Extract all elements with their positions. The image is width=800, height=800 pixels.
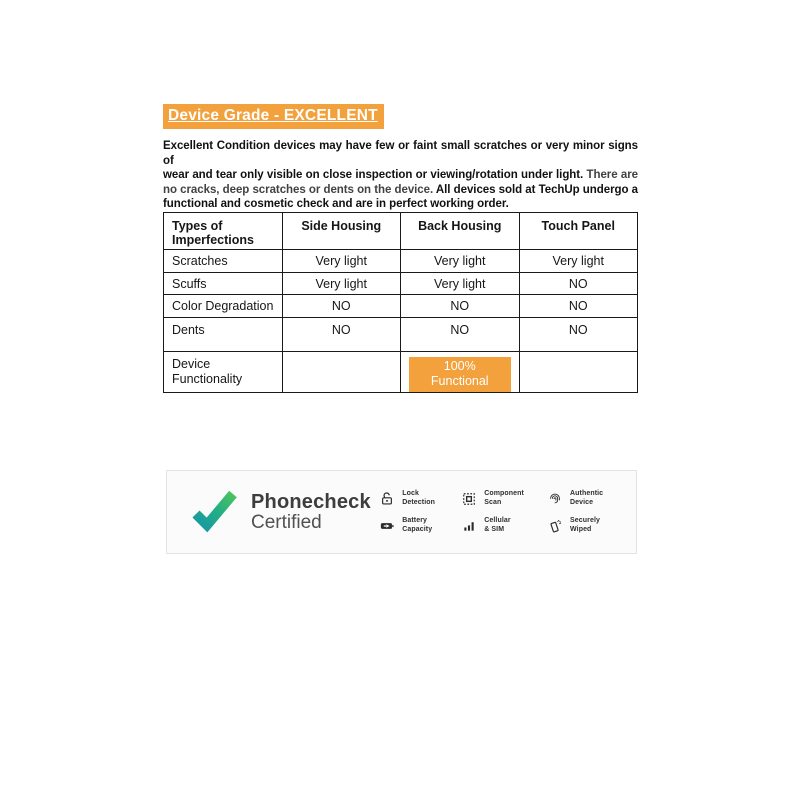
signal-bars-icon — [462, 519, 476, 533]
paragraph-line — [163, 139, 638, 168]
cell-touch-panel: NO — [519, 273, 638, 295]
feature-authentic-device — [548, 490, 606, 507]
cell-back-housing: NO — [401, 318, 520, 352]
cell-side-housing: Very light — [282, 273, 401, 295]
feature-label: Battery Capacity — [402, 517, 433, 533]
row-label: Dents — [164, 318, 283, 352]
row-label: Color Degradation — [164, 295, 283, 318]
feature-cellular-sim — [462, 517, 524, 534]
phonecheck-gradient-check-icon — [191, 491, 237, 533]
cell-back-housing — [401, 352, 520, 393]
feature-label: Securely Wiped — [570, 517, 600, 533]
header-side-housing: Side Housing — [282, 213, 401, 250]
table-row — [164, 318, 638, 352]
brand-text — [251, 492, 371, 533]
feature-battery-capacity — [380, 517, 438, 534]
description-paragraph — [163, 139, 638, 212]
component-scan-icon — [462, 492, 476, 506]
cell-back-housing: Very light — [401, 250, 520, 273]
functional-highlight: 100% Functional — [409, 357, 511, 392]
feature-component-scan — [462, 490, 524, 507]
feature-label: Cellular & SIM — [484, 517, 511, 533]
header-touch-panel: Touch Panel — [519, 213, 638, 250]
cell-touch-panel — [519, 352, 638, 393]
row-label: Scratches — [164, 250, 283, 273]
fingerprint-icon — [548, 492, 562, 506]
cell-back-housing: NO — [401, 295, 520, 318]
table-row — [164, 273, 638, 295]
phonecheck-brand — [191, 491, 371, 533]
cell-side-housing: NO — [282, 318, 401, 352]
battery-icon — [380, 519, 394, 533]
paragraph-segment: no cracks, deep scratches or dents on the device. — [163, 183, 436, 196]
feature-label: Lock Detection — [402, 490, 435, 506]
lock-icon — [380, 492, 394, 506]
paragraph-segment: All devices sold at TechUp undergo a — [435, 183, 638, 196]
paragraph-segment: There are — [586, 169, 638, 182]
certification-features — [380, 490, 606, 534]
feature-label: Component Scan — [484, 490, 524, 506]
table-row — [164, 352, 638, 393]
paragraph-line — [163, 168, 638, 183]
phonecheck-certified-badge — [166, 470, 637, 554]
cell-touch-panel: Very light — [519, 250, 638, 273]
cell-side-housing: Very light — [282, 250, 401, 273]
brand-subtitle: Certified — [251, 511, 322, 533]
header-types-of-imperfections: Types of Imperfections — [164, 213, 283, 250]
paragraph-segment: wear and tear only visible on close inspection or viewing/rotation under light. — [163, 169, 587, 182]
cell-touch-panel: NO — [519, 318, 638, 352]
imperfections-table — [163, 212, 638, 393]
page-title: Device Grade - EXCELLENT — [163, 104, 384, 129]
cell-side-housing: NO — [282, 295, 401, 318]
table-row — [164, 295, 638, 318]
feature-securely-wiped — [548, 517, 606, 534]
cell-touch-panel: NO — [519, 295, 638, 318]
paragraph-segment: Excellent Condition devices may have few or faint small scratches or very minor signs of — [163, 140, 638, 167]
wiped-phone-icon — [548, 519, 562, 533]
cell-back-housing: Very light — [401, 273, 520, 295]
row-label: Device Functionality — [164, 352, 283, 393]
brand-name: Phonecheck — [251, 490, 371, 513]
table-row — [164, 250, 638, 273]
feature-lock-detection — [380, 490, 438, 507]
paragraph-segment: functional and cosmetic check and are in perfect working order. — [163, 198, 509, 211]
row-label: Scuffs — [164, 273, 283, 295]
paragraph-line — [163, 197, 638, 212]
header-back-housing: Back Housing — [401, 213, 520, 250]
paragraph-line — [163, 183, 638, 198]
cell-side-housing — [282, 352, 401, 393]
table-header-row — [164, 213, 638, 250]
feature-label: Authentic Device — [570, 490, 604, 506]
